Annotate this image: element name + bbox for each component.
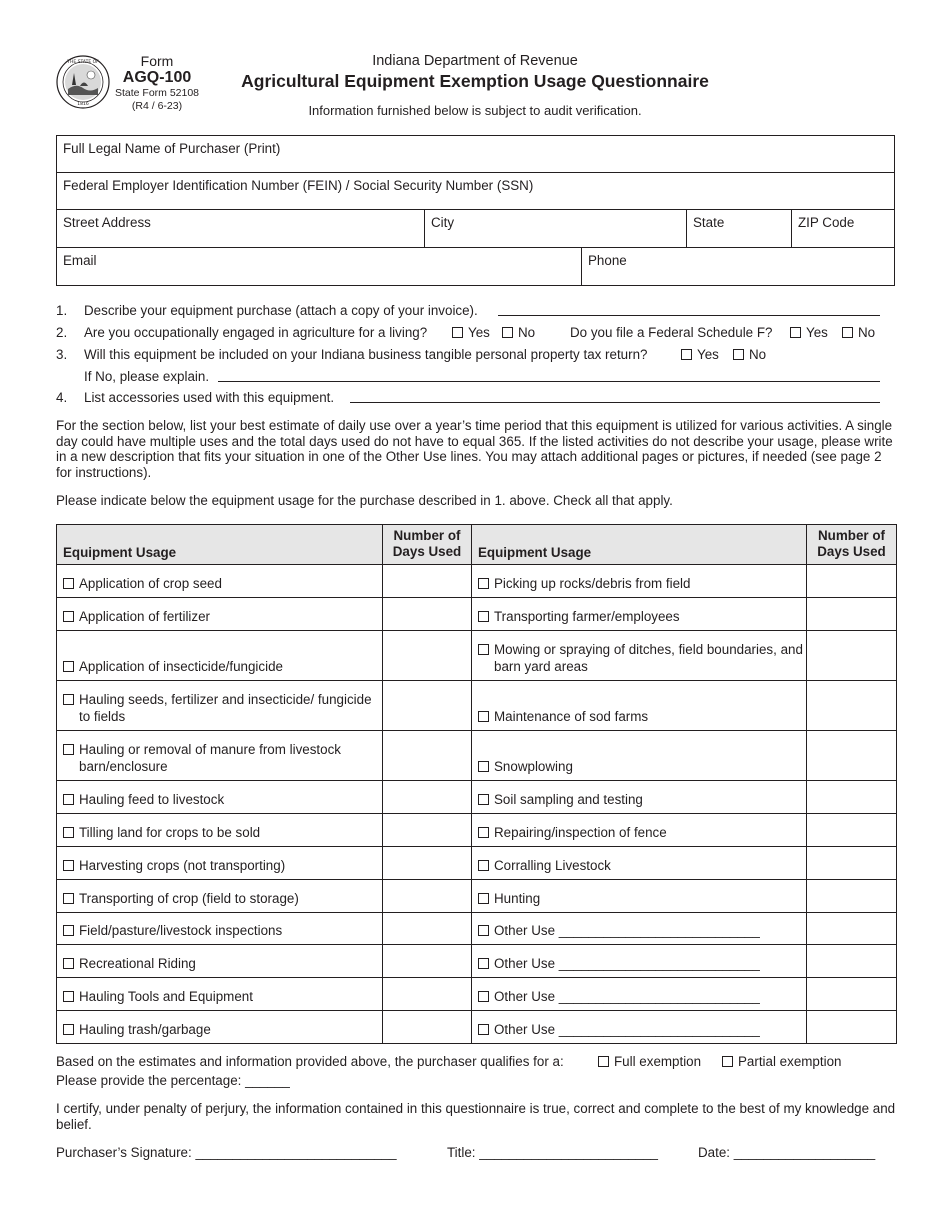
usage-activity-option[interactable] (478, 758, 806, 775)
question-2-no-checkbox[interactable] (502, 327, 513, 338)
question-3-explain-text: If No, please explain. (84, 369, 210, 384)
question-3-yes-label: Yes (697, 347, 719, 362)
usage-activity-option[interactable] (63, 824, 382, 841)
usage-activity-checkbox[interactable] (478, 958, 489, 969)
usage-activity-cell-right (472, 681, 807, 731)
usage-activity-cell-left (57, 945, 383, 978)
usage-activity-option[interactable] (478, 791, 806, 808)
usage-table-row (57, 880, 897, 913)
usage-activity-label: Tilling land for crops to be sold (79, 825, 261, 840)
usage-activity-checkbox[interactable] (478, 711, 489, 722)
purchaser-name-field[interactable] (57, 136, 894, 172)
usage-table-row (57, 847, 897, 880)
usage-activity-option[interactable] (63, 608, 382, 625)
form-label: Form (140, 53, 174, 69)
usage-table-row (57, 945, 897, 978)
phone-field[interactable] (581, 248, 894, 285)
usage-activity-checkbox[interactable] (478, 611, 489, 622)
usage-activity-cell-right (472, 880, 807, 913)
usage-activity-cell-right (472, 598, 807, 631)
full-exemption-option[interactable] (598, 1054, 701, 1069)
question-2 (56, 325, 896, 345)
usage-activity-option[interactable] (63, 575, 382, 592)
days-used-input-right[interactable] (807, 945, 897, 978)
usage-activity-option[interactable] (478, 641, 806, 675)
city-field[interactable] (424, 210, 686, 247)
days-used-input-left[interactable] (383, 731, 472, 781)
usage-activity-checkbox[interactable] (63, 860, 74, 871)
days-used-input-left[interactable] (383, 598, 472, 631)
usage-table-header (57, 525, 897, 565)
days-used-input-left[interactable] (383, 880, 472, 913)
contact-row (57, 248, 894, 285)
usage-activity-checkbox[interactable] (478, 860, 489, 871)
usage-activity-option[interactable] (478, 608, 806, 625)
schedule-f-yes-label: Yes (806, 325, 828, 340)
usage-activity-checkbox[interactable] (478, 644, 489, 655)
usage-activity-label: Hauling feed to livestock (79, 792, 225, 807)
schedule-f-yes-option[interactable] (790, 325, 828, 340)
usage-activity-label: Hauling trash/garbage (79, 1022, 211, 1037)
usage-table-row (57, 814, 897, 847)
days-used-input-left[interactable] (383, 945, 472, 978)
usage-activity-checkbox[interactable] (63, 893, 74, 904)
state-form-number: State Form 52108 (114, 87, 200, 100)
street-address-label: Street Address (63, 215, 151, 230)
usage-activity-cell-right (472, 814, 807, 847)
usage-table-row (57, 565, 897, 598)
question-3-text: Will this equipment be included on your Indiana business tangible personal property tax return? (84, 347, 648, 362)
usage-activity-option[interactable] (63, 988, 382, 1005)
days-used-input-left[interactable] (383, 978, 472, 1011)
usage-activity-option[interactable] (478, 1021, 806, 1038)
usage-activity-label: Application of fertilizer (79, 609, 210, 624)
usage-activity-option[interactable] (63, 922, 382, 939)
question-2-no-label: No (518, 325, 536, 340)
usage-activity-checkbox[interactable] (63, 1024, 74, 1035)
usage-activity-checkbox[interactable] (478, 578, 489, 589)
usage-activity-cell-left (57, 681, 383, 731)
question-3-yes-option[interactable] (681, 347, 719, 362)
days-used-input-left[interactable] (383, 565, 472, 598)
usage-activity-checkbox[interactable] (63, 694, 74, 705)
usage-activity-cell-left (57, 814, 383, 847)
days-used-input-right[interactable] (807, 913, 897, 945)
email-label: Email (63, 253, 97, 268)
days-column-header-left (383, 525, 472, 565)
question-2-no-option[interactable] (502, 325, 535, 340)
usage-activity-label: Harvesting crops (not transporting) (79, 858, 286, 873)
purchaser-name-label: Full Legal Name of Purchaser (Print) (63, 141, 281, 156)
partial-exemption-option[interactable] (722, 1054, 841, 1069)
usage-activity-checkbox[interactable] (63, 661, 74, 672)
usage-activity-label: Hauling Tools and Equipment (79, 989, 253, 1004)
usage-table-row (57, 681, 897, 731)
city-label: City (431, 215, 455, 230)
schedule-f-yes-checkbox[interactable] (790, 327, 801, 338)
usage-activity-label: Hunting (494, 891, 541, 906)
question-2-number: 2. (56, 325, 68, 340)
question-4-text: List accessories used with this equipment. (84, 390, 335, 405)
days-used-input-right[interactable] (807, 631, 897, 681)
usage-activity-checkbox[interactable] (478, 925, 489, 936)
days-used-input-right[interactable] (807, 565, 897, 598)
zip-code-field[interactable] (791, 210, 894, 247)
usage-activity-cell-left (57, 631, 383, 681)
usage-activity-cell-right (472, 1011, 807, 1044)
usage-activity-cell-left (57, 847, 383, 880)
usage-activity-checkbox[interactable] (63, 578, 74, 589)
question-3-explain-line[interactable] (218, 369, 880, 382)
days-used-input-left[interactable] (383, 681, 472, 731)
email-field[interactable] (57, 248, 581, 285)
usage-activity-label: Mowing or spraying of ditches, field boundaries, and barn yard areas (494, 642, 803, 674)
question-4-number: 4. (56, 390, 68, 405)
equipment-usage-table (56, 524, 897, 1044)
usage-activity-label: Application of insecticide/fungicide (79, 659, 283, 674)
usage-activity-option[interactable] (478, 955, 806, 972)
question-3-number: 3. (56, 347, 68, 362)
days-header-line2: Days Used (817, 544, 886, 559)
usage-activity-option[interactable] (478, 575, 806, 592)
question-2-text: Are you occupationally engaged in agriculture for a living? (84, 325, 428, 340)
usage-table-row (57, 731, 897, 781)
usage-activity-checkbox[interactable] (478, 761, 489, 772)
days-used-input-right[interactable] (807, 880, 897, 913)
question-1 (56, 303, 896, 323)
usage-activity-option[interactable] (478, 824, 806, 841)
zip-code-label: ZIP Code (798, 215, 855, 230)
usage-activity-label: Snowplowing (494, 759, 573, 774)
usage-activity-checkbox[interactable] (478, 991, 489, 1002)
certification-statement: I certify, under penalty of perjury, the information contained in this questionnaire is true, correct and complete to the best of my knowledge and belief. (56, 1101, 896, 1132)
usage-activity-checkbox[interactable] (63, 611, 74, 622)
usage-activity-cell-right (472, 945, 807, 978)
days-used-input-left[interactable] (383, 631, 472, 681)
percentage-field[interactable]: Please provide the percentage: ______ (56, 1073, 290, 1088)
days-used-input-right[interactable] (807, 731, 897, 781)
usage-activity-label: Repairing/inspection of fence (494, 825, 667, 840)
days-header-line1: Number of (393, 528, 461, 543)
usage-activity-option[interactable] (478, 988, 806, 1005)
seal-year: 1816 (77, 102, 89, 107)
days-used-input-right[interactable] (807, 598, 897, 631)
question-2-yes-checkbox[interactable] (452, 327, 463, 338)
usage-activity-label: Transporting farmer/employees (494, 609, 680, 624)
days-used-input-right[interactable] (807, 1011, 897, 1044)
usage-activity-cell-right (472, 913, 807, 945)
schedule-f-no-checkbox[interactable] (842, 327, 853, 338)
days-column-header-right (807, 525, 897, 565)
usage-activity-cell-left (57, 731, 383, 781)
partial-exemption-label: Partial exemption (738, 1054, 842, 1069)
question-3-no-checkbox[interactable] (733, 349, 744, 360)
days-used-input-left[interactable] (383, 913, 472, 945)
question-1-answer-line[interactable] (498, 303, 880, 316)
signature-line[interactable]: Purchaser’s Signature: ___________________________ (56, 1145, 397, 1160)
partial-exemption-checkbox[interactable] (722, 1056, 733, 1067)
usage-activity-label: Other Use ___________________________ (494, 923, 760, 938)
form-id-block (112, 53, 202, 112)
usage-activity-cell-left (57, 913, 383, 945)
usage-activity-label: Hauling seeds, fertilizer and insecticide/ fungicide to fields (79, 692, 372, 724)
usage-activity-option[interactable] (63, 741, 382, 775)
full-exemption-label: Full exemption (614, 1054, 702, 1069)
address-row (57, 210, 894, 248)
date-line[interactable]: Date: ___________________ (698, 1145, 876, 1160)
usage-activity-option[interactable] (63, 691, 382, 725)
question-1-number: 1. (56, 303, 68, 318)
form-title: Agricultural Equipment Exemption Usage Questionnaire (241, 71, 709, 91)
usage-column-header-left: Equipment Usage (57, 525, 383, 565)
usage-activity-option[interactable] (478, 708, 806, 725)
days-used-input-right[interactable] (807, 978, 897, 1011)
usage-activity-cell-left (57, 598, 383, 631)
days-header-line1: Number of (818, 528, 885, 543)
days-used-input-left[interactable] (383, 847, 472, 880)
usage-activity-cell-left (57, 978, 383, 1011)
fein-ssn-label: Federal Employer Identification Number (FEIN) / Social Security Number (SSN) (63, 178, 534, 193)
usage-activity-label: Other Use ___________________________ (494, 956, 760, 971)
usage-activity-option[interactable] (478, 890, 806, 907)
usage-activity-checkbox[interactable] (63, 744, 74, 755)
usage-activity-cell-left (57, 565, 383, 598)
department-name: Indiana Department of Revenue (372, 53, 578, 69)
state-label: State (693, 215, 725, 230)
usage-activity-option[interactable] (63, 955, 382, 972)
usage-activity-cell-left (57, 880, 383, 913)
days-used-input-left[interactable] (383, 781, 472, 814)
usage-activity-option[interactable] (478, 857, 806, 874)
question-3-no-option[interactable] (733, 347, 766, 362)
days-used-input-right[interactable] (807, 781, 897, 814)
usage-activity-label: Other Use ___________________________ (494, 1022, 760, 1037)
usage-column-header-right: Equipment Usage (472, 525, 807, 565)
name-row (57, 136, 894, 173)
seal-text-top: THE STATE OF (67, 60, 99, 65)
usage-table-row (57, 1011, 897, 1044)
usage-activity-cell-right (472, 781, 807, 814)
fein-ssn-field[interactable] (57, 173, 894, 209)
usage-table-row (57, 631, 897, 681)
usage-activity-checkbox[interactable] (478, 827, 489, 838)
days-used-input-right[interactable] (807, 681, 897, 731)
exemption-qualification (56, 1054, 564, 1069)
usage-activity-label: Other Use ___________________________ (494, 989, 760, 1004)
usage-activity-option[interactable] (63, 658, 382, 675)
usage-instruction: Please indicate below the equipment usage for the purchase described in 1. above. Check all that apply. (56, 493, 673, 508)
instructions-paragraph: For the section below, list your best estimate of daily use over a year’s time period that this equipment is utilized for various activities. A single day could have multiple uses and the total days used do not have to equal 365. If the listed activities do not describe your usage, please write in a new description that fits your situation in one of the Other Use lines. You may attach additional pages or pictures, if needed (see page 2 for instructions). (56, 418, 893, 480)
usage-activity-option[interactable] (63, 791, 382, 808)
usage-activity-checkbox[interactable] (478, 1024, 489, 1035)
schedule-f-no-option[interactable] (842, 325, 875, 340)
question-3-no-label: No (749, 347, 767, 362)
usage-activity-cell-right (472, 978, 807, 1011)
days-header-line2: Days Used (392, 544, 462, 559)
form-revision: (R4 / 6-23) (131, 99, 183, 112)
usage-activity-label: Field/pasture/livestock inspections (79, 923, 283, 938)
days-used-input-right[interactable] (807, 814, 897, 847)
usage-activity-label: Soil sampling and testing (494, 792, 643, 807)
question-2-yes-option[interactable] (452, 325, 490, 340)
usage-activity-label: Picking up rocks/debris from field (494, 576, 691, 591)
schedule-f-no-label: No (858, 325, 876, 340)
qualifies-text: Based on the estimates and information provided above, the purchaser qualifies for a: (56, 1054, 564, 1069)
question-3 (56, 347, 896, 367)
indiana-state-seal-icon (56, 55, 110, 109)
usage-table-row (57, 598, 897, 631)
schedule-f-question-text: Do you file a Federal Schedule F? (570, 325, 773, 340)
days-used-input-right[interactable] (807, 847, 897, 880)
usage-activity-label: Transporting of crop (field to storage) (79, 891, 299, 906)
usage-activity-option[interactable] (478, 922, 806, 939)
state-field[interactable] (686, 210, 791, 247)
usage-activity-option[interactable] (63, 857, 382, 874)
usage-activity-cell-right (472, 731, 807, 781)
usage-activity-label: Recreational Riding (79, 956, 196, 971)
street-address-field[interactable] (57, 210, 424, 247)
usage-activity-label: Hauling or removal of manure from livestock barn/enclosure (79, 742, 341, 774)
question-4 (56, 390, 896, 410)
usage-table-row (57, 913, 897, 945)
usage-activity-label: Maintenance of sod farms (494, 709, 649, 724)
usage-activity-checkbox[interactable] (63, 827, 74, 838)
usage-activity-option[interactable] (63, 1021, 382, 1038)
usage-activity-cell-left (57, 781, 383, 814)
form-number: AGQ-100 (122, 69, 192, 87)
id-row (57, 173, 894, 210)
usage-table-row (57, 781, 897, 814)
usage-activity-cell-left (57, 1011, 383, 1044)
usage-activity-checkbox[interactable] (478, 794, 489, 805)
usage-activity-cell-right (472, 631, 807, 681)
question-2-yes-label: Yes (468, 325, 490, 340)
usage-activity-label: Corralling Livestock (494, 858, 611, 873)
phone-label: Phone (588, 253, 627, 268)
usage-activity-cell-right (472, 565, 807, 598)
usage-table-row (57, 978, 897, 1011)
usage-activity-checkbox[interactable] (478, 893, 489, 904)
question-3-yes-checkbox[interactable] (681, 349, 692, 360)
usage-activity-checkbox[interactable] (63, 958, 74, 969)
days-used-input-left[interactable] (383, 814, 472, 847)
question-3-explain (56, 369, 896, 389)
purchaser-info-box (56, 135, 895, 286)
usage-activity-label: Application of crop seed (79, 576, 222, 591)
usage-activity-option[interactable] (63, 890, 382, 907)
days-used-input-left[interactable] (383, 1011, 472, 1044)
question-4-answer-line[interactable] (350, 390, 880, 403)
audit-notice: Information furnished below is subject to audit verification. (308, 103, 642, 118)
usage-activity-checkbox[interactable] (63, 794, 74, 805)
full-exemption-checkbox[interactable] (598, 1056, 609, 1067)
usage-activity-checkbox[interactable] (63, 991, 74, 1002)
usage-activity-cell-right (472, 847, 807, 880)
question-1-text: Describe your equipment purchase (attach a copy of your invoice). (84, 303, 478, 318)
usage-activity-checkbox[interactable] (63, 925, 74, 936)
title-line[interactable]: Title: ________________________ (447, 1145, 658, 1160)
